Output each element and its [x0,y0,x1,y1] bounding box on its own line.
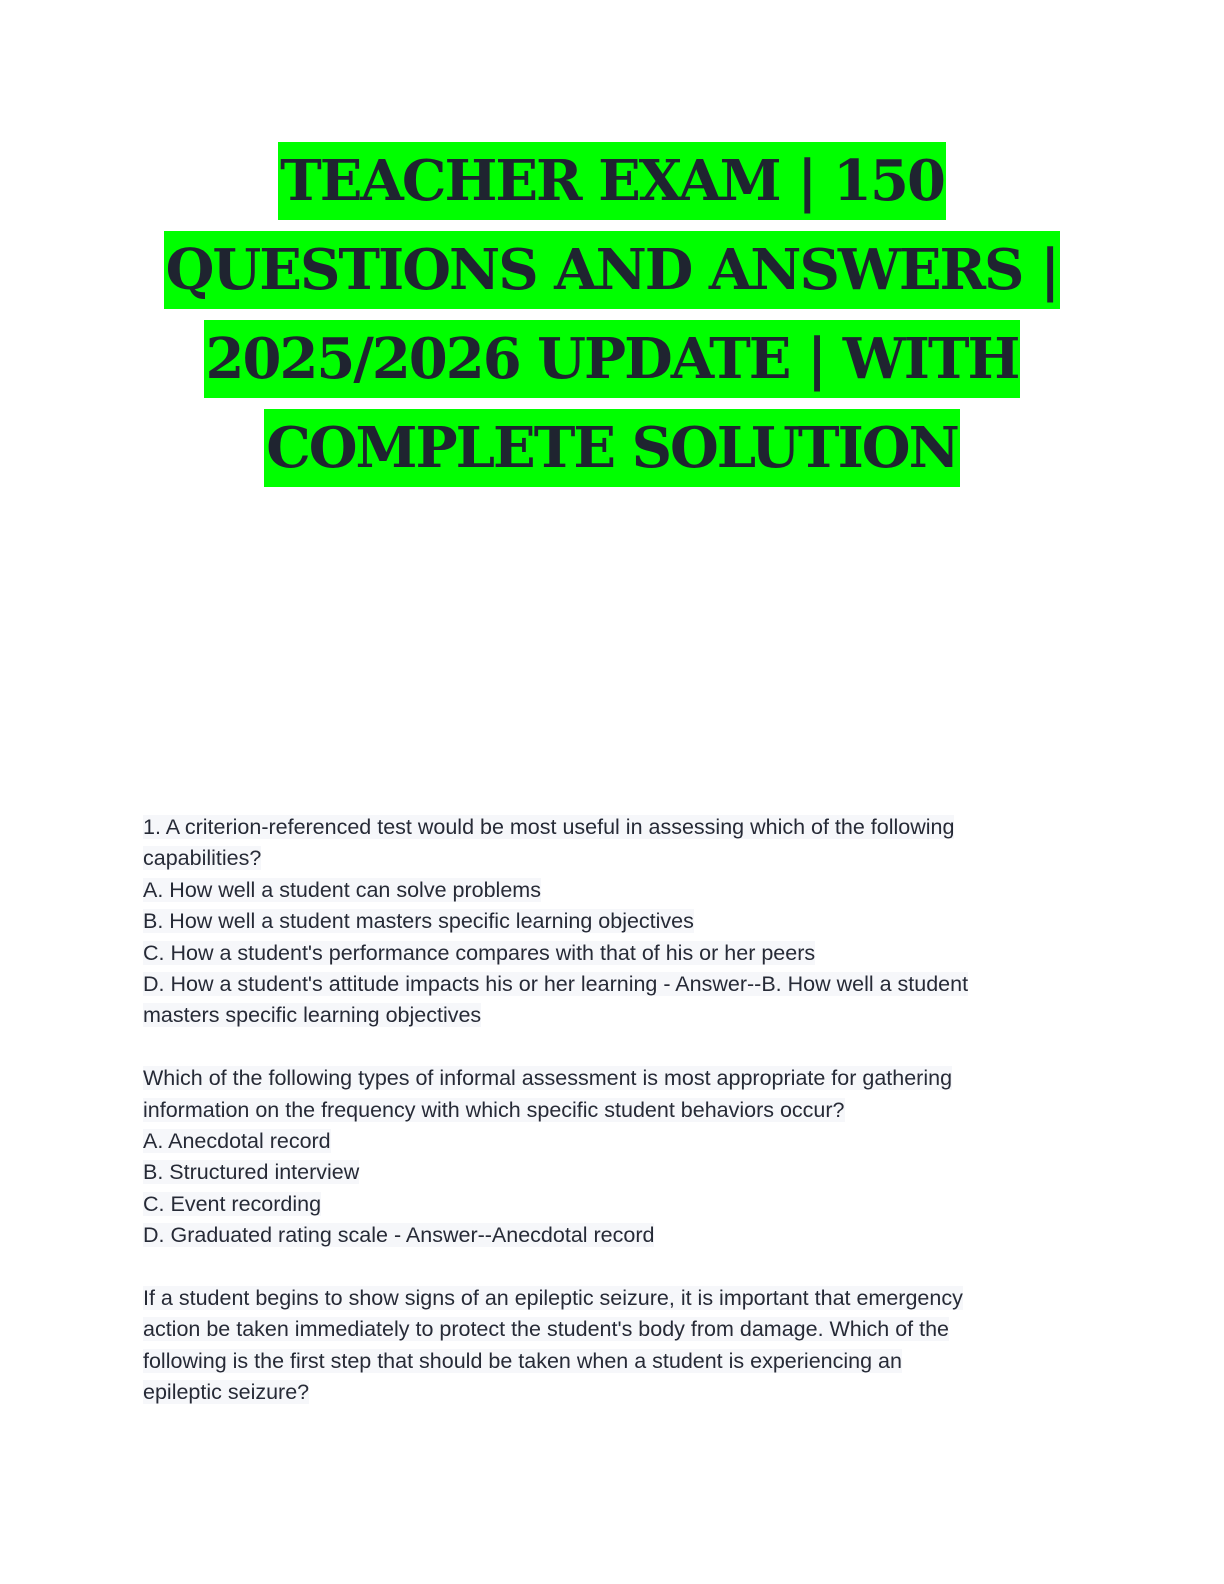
question-text: information on the frequency with which specific student behaviors occur? [143,1097,845,1122]
answer-option: A. Anecdotal record [143,1128,331,1153]
question-block [143,1063,1103,1251]
question-text: If a student begins to show signs of an epileptic seizure, it is important that emergency [143,1285,963,1310]
title-line [0,409,1224,498]
text-line [143,1314,1103,1345]
title-line [0,231,1224,320]
answer-option: B. Structured interview [143,1160,360,1185]
question-text: epileptic seizure? [143,1380,310,1405]
text-line [143,906,1103,937]
question-text: action be taken immediately to protect the student's body from damage. Which of the [143,1317,950,1342]
text-line [143,1220,1103,1251]
text-line [143,812,1103,843]
answer-option: B. How well a student masters specific learning objectives [143,909,694,934]
title-line [0,142,1224,231]
text-line [143,1095,1103,1126]
text-line [143,1189,1103,1220]
answer-option: D. How a student's attitude impacts his or her learning - Answer--B. How well a student [143,971,969,996]
text-line [143,875,1103,906]
title-line-text: COMPLETE SOLUTION [264,409,960,487]
text-line [143,1377,1103,1408]
text-line [143,843,1103,874]
answer-option: C. Event recording [143,1191,322,1216]
text-line [143,1346,1103,1377]
answer-option: D. Graduated rating scale - Answer--Anecdotal record [143,1223,655,1248]
text-line [143,938,1103,969]
title-line-text: 2025/2026 UPDATE | WITH [204,320,1021,398]
paragraph-gap [143,1032,1103,1063]
question-text: following is the first step that should be taken when a student is experiencing an [143,1348,902,1373]
question-text: 1. A criterion-referenced test would be most useful in assessing which of the following [143,815,955,839]
title-line-text: TEACHER EXAM | 150 [278,142,946,220]
question-text: Which of the following types of informal assessment is most appropriate for gathering [143,1066,953,1091]
text-line [143,1157,1103,1188]
text-line [143,1283,1103,1314]
paragraph-gap [143,1251,1103,1282]
question-block [143,812,1103,1032]
title-line-text: QUESTIONS AND ANSWERS | [164,231,1061,309]
answer-text: masters specific learning objectives [143,1003,482,1028]
answer-option: C. How a student's performance compares with that of his or her peers [143,940,816,965]
text-line [143,1063,1103,1094]
text-line [143,1126,1103,1157]
title-line [0,320,1224,409]
answer-option: A. How well a student can solve problems [143,877,541,902]
document-title [0,142,1224,498]
text-line [143,1000,1103,1031]
question-text: capabilities? [143,846,262,871]
questions-body [143,812,1103,1408]
question-block [143,1283,1103,1409]
text-line [143,969,1103,1000]
